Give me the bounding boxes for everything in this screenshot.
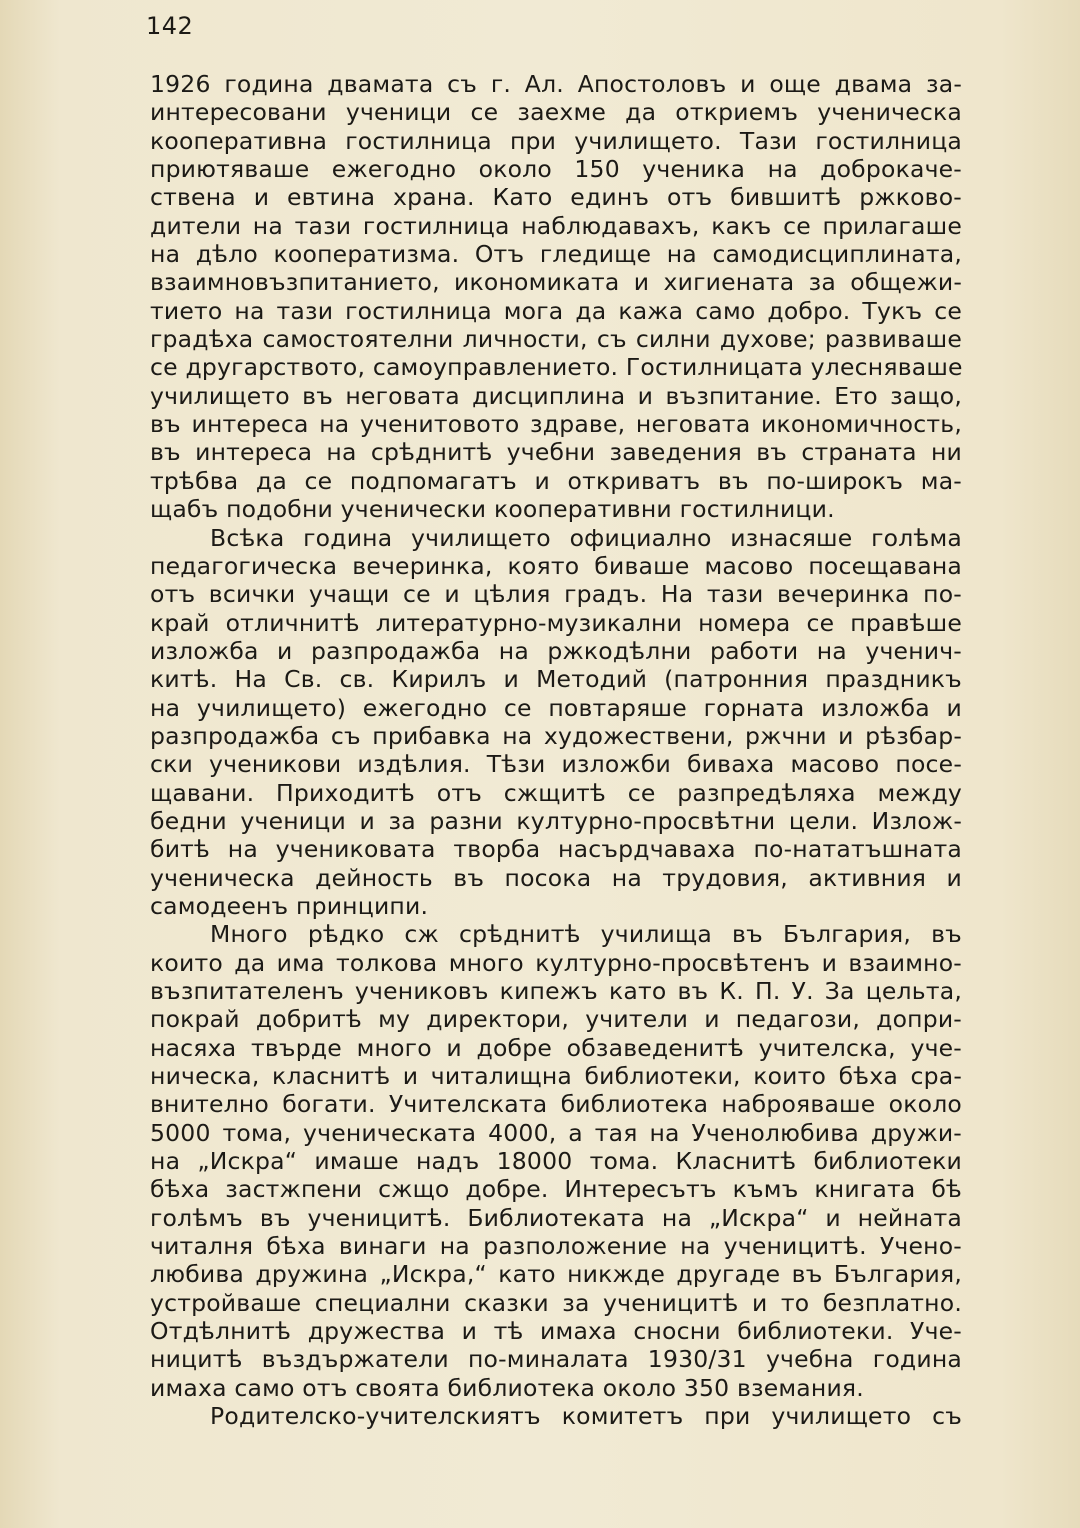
text-line: училището въ неговата дисциплина и възпитание. Ето защо, bbox=[150, 381, 962, 410]
text-line: на дѣло кооператизма. Отъ гледище на самодисциплината, bbox=[150, 240, 962, 269]
text-line: приютяваше ежегодно около 150 ученика на доброкаче- bbox=[150, 155, 962, 184]
text-line: бѣха застжпени сжщо добре. Интересътъ къмъ книгата бѣ bbox=[150, 1175, 962, 1204]
text-line: насяха твърде много и добре обзаведенитѣ учителска, уче- bbox=[150, 1033, 962, 1062]
text-line: битѣ на учениковата творба насърдчаваха по-нататъшната bbox=[150, 835, 962, 864]
text-line: ствена и евтина храна. Като единъ отъ бившитѣ ржково- bbox=[150, 183, 962, 212]
text-line: на училището) ежегодно се повтаряше горната изложба и bbox=[150, 693, 962, 722]
text-line: ученическа дейность въ посока на трудовия, активния и bbox=[150, 863, 962, 892]
text-line: китѣ. На Св. св. Кирилъ и Методий (патронния праздникъ bbox=[150, 665, 962, 694]
paragraph-start-line: Родителско-учителскиятъ комитетъ при училището съ bbox=[210, 1402, 962, 1431]
text-line: възпитателенъ учениковъ кипежъ като въ К. П. У. За цельта, bbox=[150, 977, 962, 1005]
text-line: въ интереса на срѣднитѣ учебни заведения въ страната ни bbox=[150, 438, 962, 467]
text-line: ницитѣ въздържатели по-миналата 1930/31 учебна година bbox=[150, 1345, 962, 1374]
text-line: отъ всички учащи се и цѣлия градъ. На тази вечеринка по- bbox=[150, 580, 962, 609]
page-body-text bbox=[150, 70, 962, 1431]
text-line: 1926 година двамата съ г. Ал. Апостоловъ и още двама за- bbox=[150, 70, 962, 98]
text-line: щавани. Приходитѣ отъ сжщитѣ се разпредѣляха между bbox=[150, 778, 962, 807]
text-line: педагогическа вечеринка, която биваше масово посещавана bbox=[150, 551, 962, 580]
text-line: дители на тази гостилница наблюдавахъ, какъ се прилагаше bbox=[150, 211, 962, 240]
paragraph-start-line: Всѣка година училището официално изнасяше голѣма bbox=[210, 523, 962, 552]
text-line: покрай добритѣ му директори, учители и педагози, допри- bbox=[150, 1005, 962, 1034]
text-line: Отдѣлнитѣ дружества и тѣ имаха сносни библиотеки. Уче- bbox=[150, 1317, 962, 1346]
text-line: имаха само отъ своята библиотека около 350 вземания. bbox=[150, 1373, 864, 1402]
text-line: любива дружина „Искра,“ като никжде другаде въ България, bbox=[150, 1260, 962, 1289]
text-line: ски ученикови издѣлия. Тѣзи изложби биваха масово посе- bbox=[150, 750, 962, 779]
text-line: въ интереса на ученитовото здраве, неговата икономичность, bbox=[150, 410, 962, 439]
text-line: 5000 тома, ученическата 4000, а тая на Ученолюбива дружи- bbox=[150, 1118, 962, 1147]
text-line: край отличнитѣ литературно-музикални номера се правѣше bbox=[150, 608, 962, 637]
text-line: интересовани ученици се заехме да откриемъ ученическа bbox=[150, 98, 962, 127]
text-line: голѣмъ въ ученицитѣ. Библиотеката на „Искра“ и нейната bbox=[150, 1203, 962, 1232]
page-number: 142 bbox=[146, 12, 194, 40]
text-line: устройваше специални сказки за ученицитѣ и то безплатно. bbox=[150, 1288, 962, 1317]
text-line: ническа, класнитѣ и читалищна библиотеки, които бѣха сра- bbox=[150, 1062, 962, 1091]
text-line: щабъ подобни ученически кооперативни гостилници. bbox=[150, 495, 835, 524]
text-line: на „Искра“ имаше надъ 18000 тома. Класнитѣ библиотеки bbox=[150, 1147, 962, 1176]
text-line: които да има толкова много културно-просвѣтенъ и взаимно- bbox=[150, 948, 962, 977]
text-line: самодеенъ принципи. bbox=[150, 891, 429, 920]
text-line: читалня бѣха винаги на разположение на ученицитѣ. Учено- bbox=[150, 1232, 962, 1261]
text-line: изложба и разпродажба на ржкодѣлни работи на ученич- bbox=[150, 636, 962, 665]
text-line: кооперативна гостилница при училището. Тази гостилница bbox=[150, 126, 962, 155]
paragraph-start-line: Много рѣдко сж срѣднитѣ училища въ България, въ bbox=[210, 920, 962, 949]
text-line: се другарството, самоуправлението. Гостилницата улесняваше bbox=[150, 353, 963, 382]
text-line: трѣбва да се подпомагатъ и откриватъ въ по-широкъ ма- bbox=[150, 466, 962, 495]
text-line: градѣха самостоятелни личности, съ силни духове; развиваше bbox=[150, 325, 962, 354]
text-line: разпродажба съ прибавка на художествени, ржчни и рѣзбар- bbox=[150, 721, 962, 750]
text-line: бедни ученици и за разни културно-просвѣтни цели. Излож- bbox=[150, 806, 962, 835]
text-line: взаимновъзпитанието, икономиката и хигиената за общежи- bbox=[150, 268, 962, 297]
text-line: внително богати. Учителската библиотека наброяваше около bbox=[150, 1090, 962, 1119]
text-line: тието на тази гостилница мога да кажа само добро. Тукъ се bbox=[150, 296, 962, 325]
